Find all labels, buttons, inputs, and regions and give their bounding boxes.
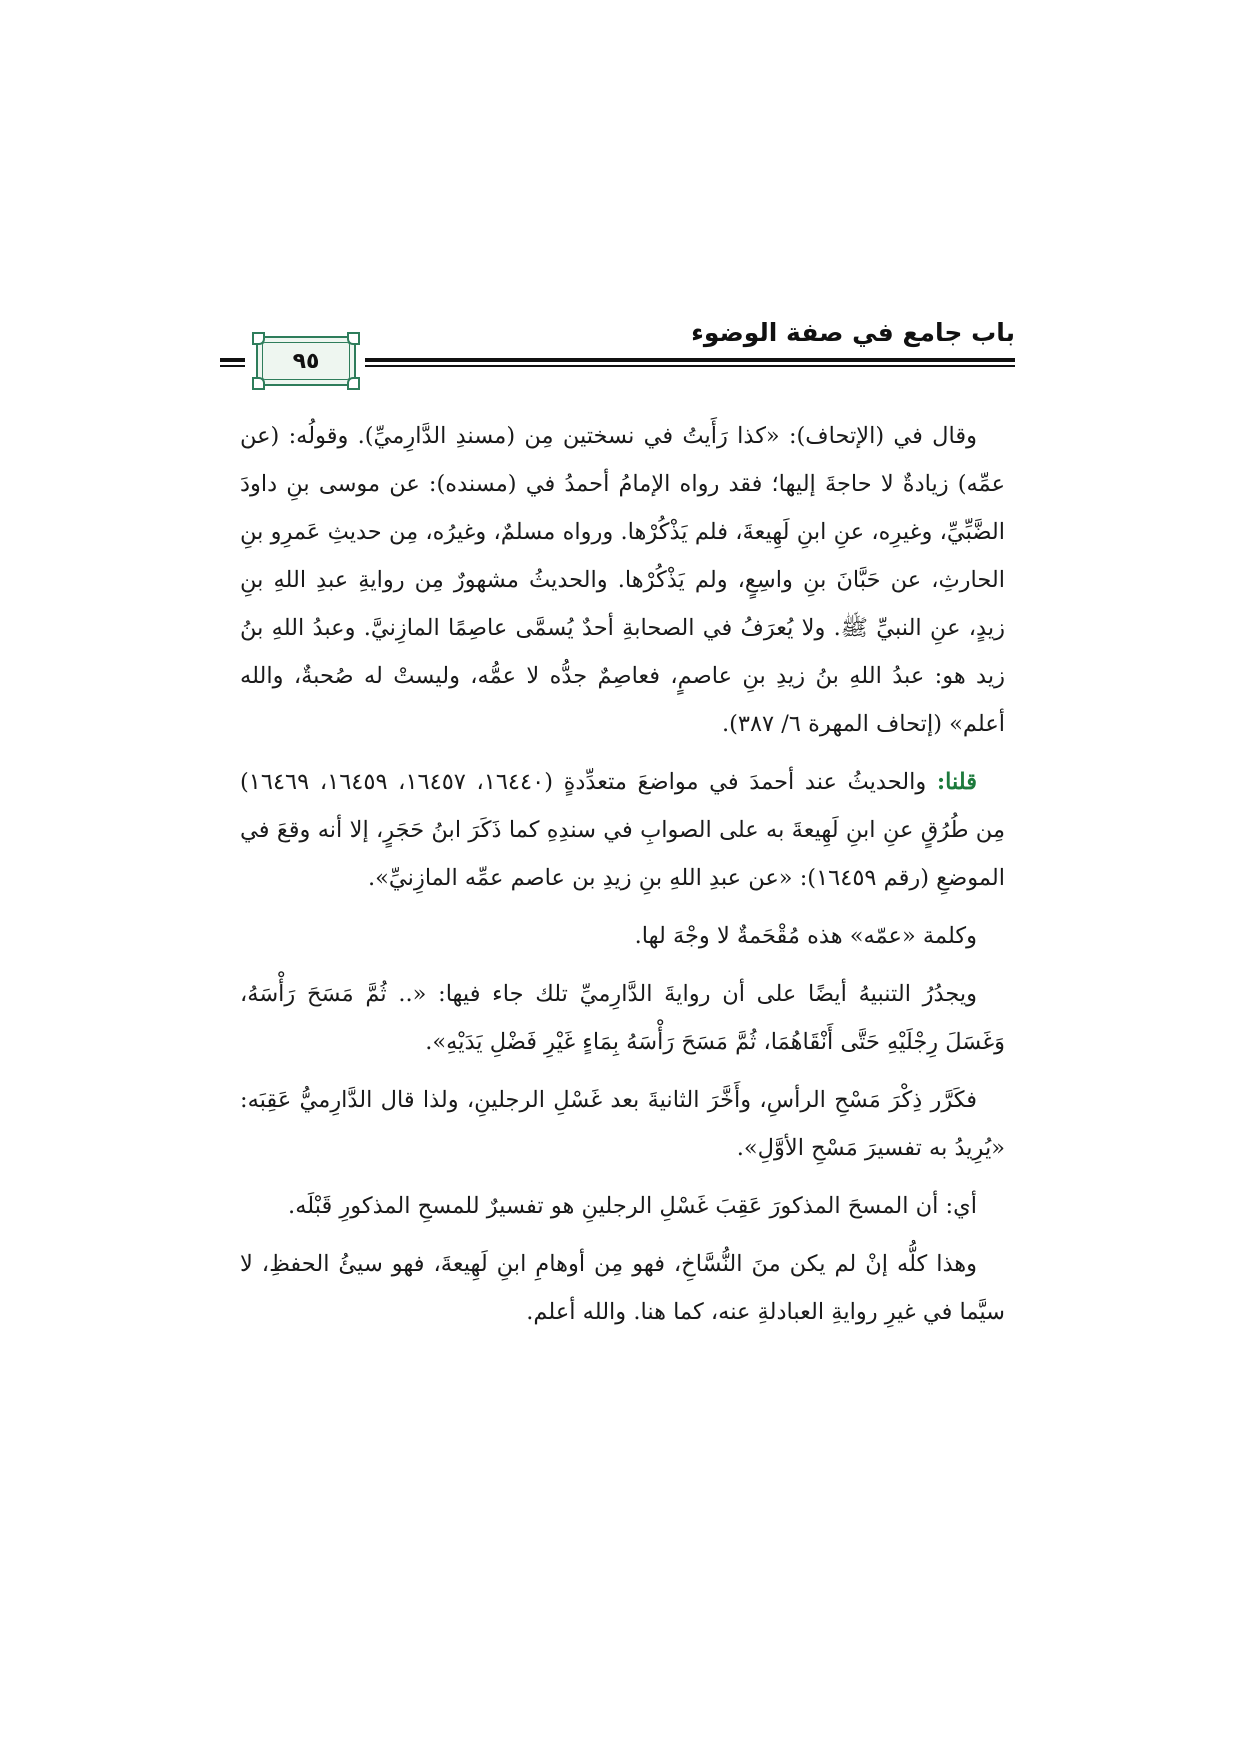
qulna-label: قلنا: [936, 769, 977, 795]
paragraph-qulna [240, 758, 1005, 902]
page-body [240, 412, 1005, 1346]
page-number: ٩٥ [292, 348, 320, 374]
paragraph-text: والحديثُ عند أحمدَ في مواضعَ متعدِّدةٍ (١٦٤٤٠، ١٦٤٥٧، ١٦٤٥٩، ١٦٤٦٩) مِن طُرُقٍ عنِ ابنِ لَهِيعةَ به على الصوابِ في سندِهِ كما ذَكَرَ ابنُ حَجَرٍ، إلا أنه وقعَ في الموضعِ (رقم ١٦٤٥٩): «عن عبدِ اللهِ بنِ زيدِ بن عاصم عمِّه المازِنيِّ». [240, 769, 1005, 891]
header-rule-left-thin [220, 365, 245, 367]
paragraph-ithaf-quote: وقال في (الإتحاف): «كذا رَأَيتُ في نسختين مِن (مسندِ الدَّارِميِّ). وقولُه: (عن عمِّه) زيادةٌ لا حاجةَ إليها؛ فقد رواه الإمامُ أحمدُ في (مسنده): عن موسى بنِ داودَ الضَّبِّيِّ، وغيرِه، عنِ ابنِ لَهِيعةَ، فلم يَذْكُرْها. ورواه مسلمٌ، وغيرُه، مِن حديثِ عَمرِو بنِ الحارثِ، عن حَبَّانَ بنِ واسِعٍ، ولم يَذْكُرْها. والحديثُ مشهورٌ مِن روايةِ عبدِ اللهِ بنِ زيدٍ، عنِ النبيِّ ﷺ. ولا يُعرَفُ في الصحابةِ أحدٌ يُسمَّى عاصِمًا المازِنيَّ. وعبدُ اللهِ بنُ زيد هو: عبدُ اللهِ بنُ زيدِ بنِ عاصمٍ، فعاصِمٌ جدُّه لا عمُّه، وليستْ له صُحبةٌ، والله أعلم» (إتحاف المهرة ٦/ ٣٨٧). [240, 423, 1005, 737]
chapter-title: باب جامع في صفة الوضوء [691, 318, 1015, 347]
paragraph-darimi-note: ويجدُرُ التنبيهُ أيضًا على أن روايةَ الدَّارِميِّ تلك جاء فيها: «.. ثُمَّ مَسَحَ رَأْسَهُ، وَغَسَلَ رِجْلَيْهِ حَتَّى أَنْقَاهُمَا، ثُمَّ مَسَحَ رَأْسَهُ بِمَاءٍ غَيْرِ فَضْلِ يَدَيْهِ». [240, 981, 1005, 1055]
page-number-badge [256, 336, 356, 386]
paragraph-explanation: أي: أن المسحَ المذكورَ عَقِبَ غَسْلِ الرجلينِ هو تفسيرٌ للمسحِ المذكورِ قَبْلَه. [288, 1193, 977, 1219]
paragraph-conclusion: وهذا كلُّه إنْ لم يكن منَ النُّسَّاخِ، فهو مِن أوهامِ ابنِ لَهِيعةَ، فهو سيئُ الحفظِ، لا سيَّما في غيرِ روايةِ العبادلةِ عنه، كما هنا. والله أعلم. [240, 1251, 1005, 1325]
header-rule-thin [365, 365, 1015, 367]
paragraph-ammih-note: وكلمة «عمّه» هذه مُقْحَمةٌ لا وجْهَ لها. [634, 923, 977, 949]
paragraph-repetition: فكَرَّر ذِكْرَ مَسْحِ الرأسِ، وأَخَّرَ الثانيةَ بعد غَسْلِ الرجلينِ، ولذا قال الدَّارِميُّ عَقِبَه: «يُرِيدُ به تفسيرَ مَسْحِ الأوَّلِ». [240, 1087, 1005, 1161]
header-rule-left [220, 358, 245, 362]
header-rule [365, 358, 1015, 362]
page-header [220, 318, 1015, 380]
